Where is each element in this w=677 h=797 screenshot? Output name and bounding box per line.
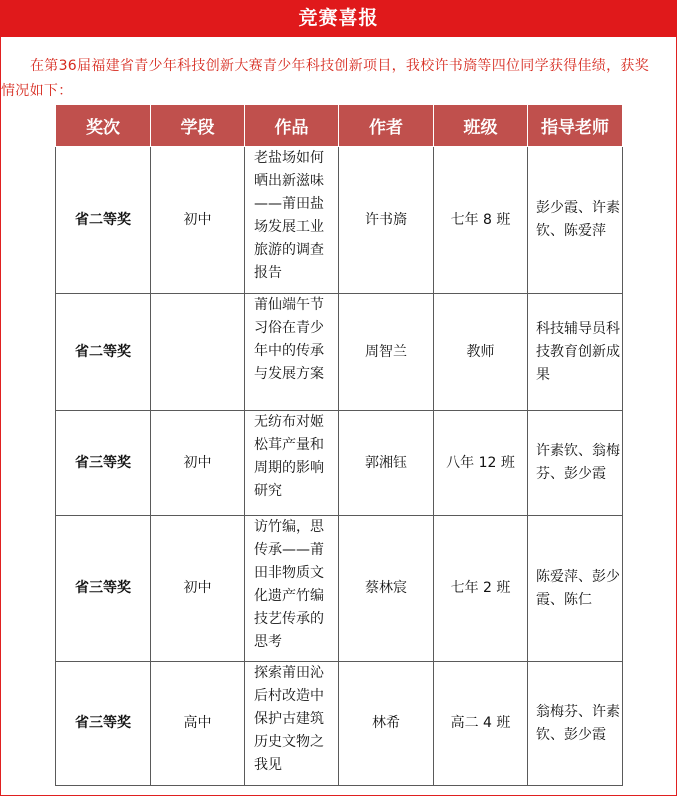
award-cell: 省二等奖 [56, 147, 151, 294]
table-row [56, 411, 623, 516]
table-row [56, 147, 623, 294]
table-row [56, 294, 623, 411]
header-author: 作者 [339, 105, 434, 147]
stage-cell [151, 294, 245, 411]
award-cell: 省二等奖 [56, 294, 151, 411]
table-row [56, 662, 623, 786]
stage-cell: 初中 [151, 411, 245, 516]
teacher-cell: 陈爱萍、彭少霞、陈仁 [528, 516, 623, 662]
class-cell: 教师 [434, 294, 528, 411]
header-award: 奖次 [56, 105, 151, 147]
work-title: 莆仙端午节习俗在青少年中的传承与发展方案 [254, 297, 324, 382]
teacher-cell: 科技辅导员科技教育创新成果 [528, 294, 623, 411]
work-title: 老盐场如何晒出新滋味——莆田盐场发展工业旅游的调查报告 [254, 150, 324, 281]
author-cell: 郭湘钰 [339, 411, 434, 516]
teacher-cell: 翁梅芬、许素钦、彭少霞 [528, 662, 623, 786]
author-cell: 林希 [339, 662, 434, 786]
work-cell [245, 516, 339, 662]
class-cell: 高二 4 班 [434, 662, 528, 786]
table-header-row [56, 105, 623, 147]
stage-cell: 初中 [151, 147, 245, 294]
work-title: 探索莆田沁后村改造中保护古建筑历史文物之我见 [254, 665, 324, 773]
header-class: 班级 [434, 105, 528, 147]
award-cell: 省三等奖 [56, 411, 151, 516]
award-cell: 省三等奖 [56, 662, 151, 786]
class-cell: 七年 2 班 [434, 516, 528, 662]
intro-paragraph: 在第36届福建省青少年科技创新大赛青少年科技创新项目，我校许书旖等四位同学获得佳绩，获奖情况如下： [1, 58, 650, 99]
work-cell [245, 147, 339, 294]
work-title: 访竹编，思传承——莆田非物质文化遗产竹编技艺传承的思考 [254, 519, 324, 650]
header-teacher: 指导老师 [528, 105, 623, 147]
work-cell [245, 411, 339, 516]
author-cell: 许书旖 [339, 147, 434, 294]
class-cell: 七年 8 班 [434, 147, 528, 294]
stage-cell: 初中 [151, 516, 245, 662]
class-cell: 八年 12 班 [434, 411, 528, 516]
banner-title: 竞赛喜报 [0, 0, 677, 37]
stage-cell: 高中 [151, 662, 245, 786]
table-row [56, 516, 623, 662]
teacher-cell: 许素钦、翁梅芬、彭少霞 [528, 411, 623, 516]
header-work: 作品 [245, 105, 339, 147]
award-cell: 省三等奖 [56, 516, 151, 662]
work-title: 无纺布对姬松茸产量和周期的影响研究 [254, 414, 324, 499]
work-cell [245, 662, 339, 786]
work-cell [245, 294, 339, 411]
teacher-cell: 彭少霞、许素钦、陈爱萍 [528, 147, 623, 294]
author-cell: 蔡林宸 [339, 516, 434, 662]
awards-table [55, 104, 623, 786]
header-stage: 学段 [151, 105, 245, 147]
author-cell: 周智兰 [339, 294, 434, 411]
